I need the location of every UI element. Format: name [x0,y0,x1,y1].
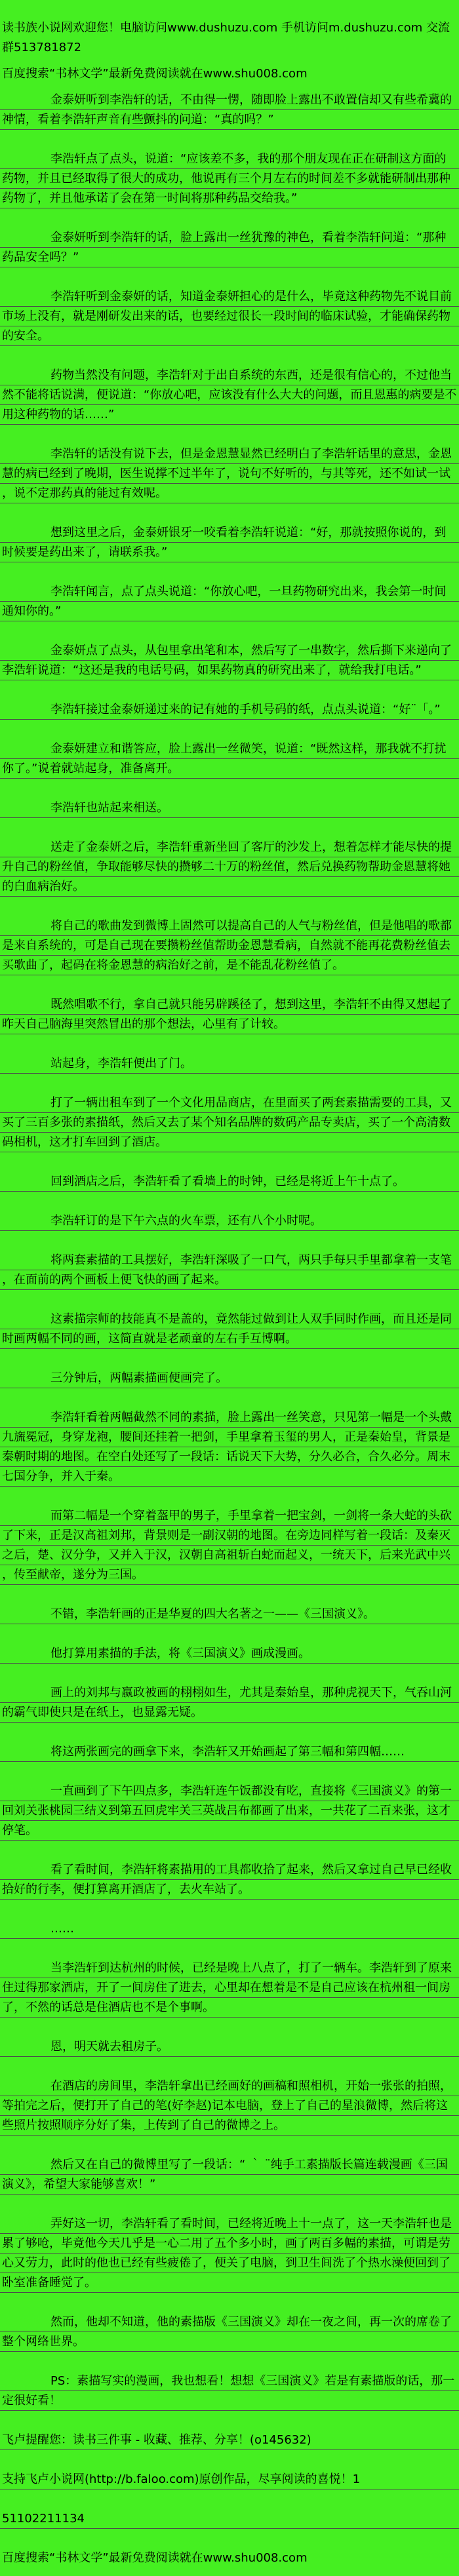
novel-paragraph: 画上的刘邦与嬴政被画的栩栩如生，尤其是秦始皇，那种虎视天下，气吞山河的霸气即使只是在纸上，也显露无疑。 [0,1683,459,1723]
novel-paragraph: 李浩轩接过金泰妍递过来的记有她的手机号码的纸，点点头说道：“好¨「。” [0,700,459,720]
novel-paragraph: 恩，明天就去租房子。 [0,2037,459,2057]
novel-paragraph: 想到这里之后，金泰妍银牙一咬看着李浩轩说道：“好，那就按照你说的，到时候要是药出来了，请联系我。” [0,523,459,562]
novel-paragraph: 而第二幅是一个穿着盔甲的男子，手里拿着一把宝剑，一剑将一条大蛇的头砍了下来，正是汉高祖刘邦，背景则是一副汉朝的地图。在旁边同样写着一段话：及秦灭之后，楚、汉分争，又并入于汉，汉朝自高祖斩白蛇而起义，一统天下，后来光武中兴，传至献帝，遂分为三国。 [0,1506,459,1585]
novel-paragraph: 看了看时间，李浩轩将素描用的工具都收拾了起来，然后又拿过自己早已经收拾好的行李，便打算离开酒店了，去火车站了。 [0,1860,459,1900]
novel-paragraph: 不错，李浩轩画的正是华夏的四大名著之一——《三国演义》。 [0,1605,459,1624]
novel-paragraph: 金泰妍点了点头，从包里拿出笔和本，然后写了一串数字，然后撕下来递向了李浩轩说道：“这还是我的电话号码，如果药物真的研究出来了，就给我打电话。” [0,641,459,680]
novel-paragraph: 一直画到了下午四点多，李浩轩连午饭都没有吃，直接将《三国演义》的第一回刘关张桃园三结义到第五回虎牢关三英战吕布都画了出来，一共花了二百来张，这才停笔。 [0,1782,459,1841]
novel-paragraph: 金泰妍听到李浩轩的话，脸上露出一丝犹豫的神色，看着李浩轩问道：“那种药品安全吗？” [0,228,459,267]
novel-paragraph: 回到酒店之后，李浩轩看了看墙上的时钟，已经是将近上午十点了。 [0,1172,459,1192]
novel-paragraph: 51102211134 [0,2509,459,2529]
footer-ad-line: 百度搜索“书林文学”最新免费阅读就在www.shu008.com [2,2551,308,2565]
novel-paragraph: 打了一辆出租车到了一个文化用品商店，在里面买了两套素描需要的工具，又买了三百多张的素描纸，然后又去了某个知名品牌的数码产品专卖店，买了一个高清数码相机，这才打车回到了酒店。 [0,1093,459,1152]
novel-paragraph: 弄好这一切，李浩轩看了看时间，已经将近晚上十一点了，这一天李浩轩也是累了够呛，毕竟他今天几乎是一心二用了五个多小时，画了两百多幅的素描，可谓是劳心又劳力，此时的他也已经有些疲倦了，便关了电脑，到卫生间洗了个热水澡便回到了卧室准备睡觉了。 [0,2214,459,2293]
novel-paragraph: 他打算用素描的手法，将《三国演义》画成漫画。 [0,1644,459,1664]
novel-paragraph: …… [0,1919,459,1939]
novel-paragraph: 三分钟后，两幅素描画便画完了。 [0,1369,459,1388]
novel-paragraph: 李浩轩订的是下午六点的火车票，还有八个小时呢。 [0,1211,459,1231]
header-ad-line-1: 读书族小说网欢迎您！电脑访问www.dushuzu.com 手机访问m.dushuzu.com 交流群513781872 [2,21,450,54]
novel-paragraph: 支持飞卢小说网(http://b.faloo.com)原创作品，尽享阅读的喜悦！1 [0,2470,459,2489]
novel-paragraph: 然后又在自己的微博里写了一段话：“ ｀ ¨纯手工素描版长篇连载漫画《三国演义》，希望大家能够喜欢！” [0,2155,459,2195]
novel-paragraph: 将这两张画完的画拿下来，李浩轩又开始画起了第三幅和第四幅…… [0,1742,459,1762]
novel-paragraph: 金泰妍建立和谐答应，脸上露出一丝微笑，说道：“既然这样，那我就不打扰你了。”说着就站起身，准备离开。 [0,739,459,779]
novel-paragraph: 将自己的歌曲发到微博上固然可以提高自己的人气与粉丝值，但是他唱的歌都是来自系统的，可是自己现在要攒粉丝值帮助金恩慧看病，自然就不能再花费粉丝值去买歌曲了，起码在将金恩慧的病治好之前，是不能乱花粉丝值了。 [0,916,459,975]
novel-paragraph: 既然唱歌不行，拿自己就只能另辟蹊径了，想到这里，李浩轩不由得又想起了昨天自己脑海里突然冒出的那个想法，心里有了计较。 [0,995,459,1034]
novel-paragraph: 李浩轩的话没有说下去，但是金恩慧显然已经明白了李浩轩话里的意思，金恩慧的病已经到了晚期，医生说撑不过半年了，说句不好听的，与其等死，还不如试一试，说不定那药真的能过有效呢。 [0,444,459,503]
novel-paragraph: 当李浩轩到达杭州的时候，已经是晚上八点了，打了一辆车。李浩轩到了原来住过得那家酒店，开了一间房住了进去，心里却在想着是不是自己应该在杭州租一间房了，不然的话总是住酒店也不是个事啊。 [0,1959,459,2018]
novel-paragraph: 金泰妍听到李浩轩的话，不由得一愣，随即脸上露出不敢置信却又有些希冀的神情，看着李浩轩声音有些颤抖的问道：“真的吗？” [0,90,459,130]
novel-paragraph: 站起身，李浩轩便出了门。 [0,1054,459,1074]
novel-paragraph: 这素描宗师的技能真不是盖的，竟然能过做到让人双手同时作画，而且还是同时画两幅不同的画，这简直就是老顽童的左右手互博啊。 [0,1310,459,1349]
novel-paragraph: 然而，他却不知道，他的素描版《三国演义》却在一夜之间，再一次的席卷了整个网络世界。 [0,2313,459,2352]
novel-paragraph: 李浩轩闻言，点了点头说道：“你放心吧，一旦药物研究出来，我会第一时间通知你的。” [0,582,459,621]
novel-paragraph: 在酒店的房间里，李浩轩拿出已经画好的画稿和照相机，开始一张张的拍照，等拍完之后，便打开了自己的笔(好李赵)记本电脑，登上了自己的星浪微博，然后将这些照片按照顺序分好了集，上传到了自己的微博之上。 [0,2077,459,2136]
novel-body [0,90,459,2529]
header-ad-line-2: 百度搜索“书林文学”最新免费阅读就在www.shu008.com [2,67,308,81]
novel-paragraph: 李浩轩也站起来相送。 [0,798,459,818]
novel-paragraph: 李浩轩看着两幅截然不同的素描，脸上露出一丝笑意，只见第一幅是一个头戴九旒冕冠，身穿龙袍，腰间还挂着一把剑，手里拿着玉玺的男人，正是秦始皇，背景是秦朝时期的地图。在空白处还写了一段话：话说天下大势，分久必合，合久必分。周末七国分争，并入于秦。 [0,1408,459,1487]
novel-paragraph: 药物当然没有问题，李浩轩对于出自系统的东西，还是很有信心的，不过他当然不能将话说满，便说道：“你放心吧，应该没有什么大大的问题，而且恩惠的病要是不用这种药物的话……” [0,366,459,425]
novel-paragraph: 送走了金泰妍之后，李浩轩重新坐回了客厅的沙发上，想着怎样才能尽快的提升自己的粉丝值，争取能够尽快的攒够二十万的粉丝值，然后兑换药物帮助金恩慧将她的白血病治好。 [0,838,459,897]
novel-paragraph: 李浩轩点了点头，说道：“应该差不多，我的那个朋友现在正在研制这方面的药物，并且已经取得了很大的成功，他说再有三个月左右的时间差不多就能研制出那种药物了，并且他承诺了会在第一时间将那种药品交给我。” [0,149,459,208]
novel-paragraph: 李浩轩听到金泰妍的话，知道金泰妍担心的是什么，毕竟这种药物先不说目前市场上没有，就是刚研发出来的话，也要经过很长一段时间的临床试验，才能确保药物的安全。 [0,287,459,346]
novel-paragraph: PS：素描写实的漫画，我也想看！想想《三国演义》若是有素描版的话，那一定很好看！ [0,2371,459,2411]
novel-paragraph: 将两套素描的工具摆好，李浩轩深吸了一口气，两只手每只手里都拿着一支笔，在面前的两个画板上便飞快的画了起来。 [0,1251,459,1290]
novel-paragraph: 飞卢提醒您：读书三件事 - 收藏、推荐、分享！(o145632) [0,2430,459,2450]
